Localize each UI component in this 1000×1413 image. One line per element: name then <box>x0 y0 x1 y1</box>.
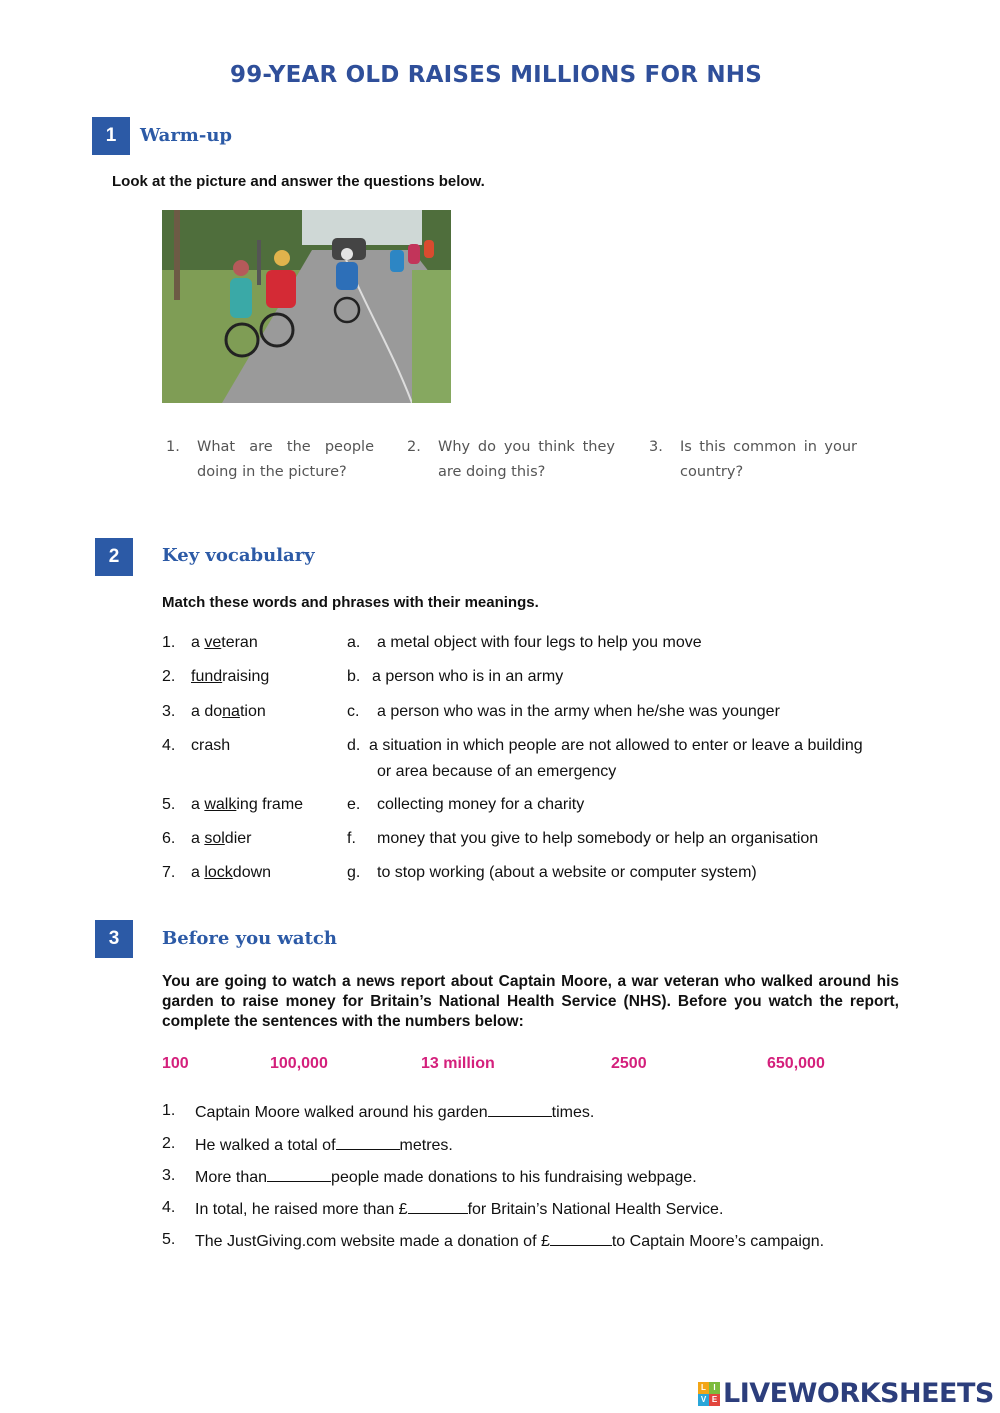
meaning-letter: c. <box>347 703 360 720</box>
meaning-letter: f. <box>347 830 356 847</box>
section-2-title: Key vocabulary <box>162 545 315 566</box>
question-number: 3. <box>649 439 663 455</box>
before-watch-paragraph: You are going to watch a news report about Captain Moore, a war veteran who walked around his garden to raise money for Britain’s National Health Service (NHS). Before you watch the report, complete the sentences with the numbers below: <box>162 973 899 1030</box>
logo-text: LIVEWORKSHEETS <box>723 1378 994 1409</box>
sentence-part: More than <box>195 1169 268 1186</box>
vocab-number: 3. <box>162 703 176 720</box>
vocab-meaning: money that you give to help somebody or help an organisation <box>377 830 819 847</box>
section-3-number: 3 <box>95 920 133 958</box>
vocab-number: 5. <box>162 796 176 813</box>
logo-mark-icon: L I V E <box>698 1382 720 1406</box>
answer-blank[interactable] <box>488 1102 552 1117</box>
vocab-word: fundraising <box>191 668 270 685</box>
question-text: Why do you think they are doing this? <box>438 439 615 480</box>
liveworksheets-logo <box>698 1378 994 1409</box>
question-text: Is this common in your country? <box>680 439 857 480</box>
sentence-part: Captain Moore walked around his garden <box>195 1104 488 1121</box>
answer-blank[interactable] <box>336 1135 400 1150</box>
vocab-meaning: a metal object with four legs to help you move <box>377 634 702 651</box>
question-number: 2. <box>407 439 421 455</box>
page-title: 99-YEAR OLD RAISES MILLIONS FOR NHS <box>229 62 762 88</box>
vocab-word: a walking frame <box>191 796 304 813</box>
section-1-title: Warm-up <box>140 125 232 146</box>
answer-blank[interactable] <box>550 1231 612 1246</box>
vocab-word: a donation <box>191 703 266 720</box>
sentence-number: 1. <box>162 1102 176 1119</box>
sentence-part: times. <box>551 1104 595 1121</box>
answer-number: 100,000 <box>270 1055 328 1072</box>
vocab-instruction: Match these words and phrases with their meanings. <box>162 594 539 611</box>
sentence-part: to Captain Moore’s campaign. <box>611 1233 825 1250</box>
vocab-number: 6. <box>162 830 176 847</box>
answer-number: 100 <box>162 1055 189 1072</box>
meaning-letter: g. <box>347 864 361 881</box>
sentence-number: 3. <box>162 1167 176 1184</box>
vocab-meaning: to stop working (about a website or computer system) <box>377 864 757 881</box>
meaning-letter: a. <box>347 634 361 651</box>
question-number: 1. <box>166 439 180 455</box>
answer-blank[interactable] <box>267 1167 331 1182</box>
meaning-letter: d. <box>347 737 361 754</box>
sentence-part: for Britain’s National Health Service. <box>467 1201 724 1218</box>
sentence-part: metres. <box>399 1137 453 1154</box>
section-2-number: 2 <box>95 538 133 576</box>
section-3-title: Before you watch <box>162 928 337 949</box>
sentence-number: 2. <box>162 1135 176 1152</box>
answer-number: 650,000 <box>767 1055 825 1072</box>
sentence-part: In total, he raised more than £ <box>195 1201 408 1218</box>
sentence-number: 5. <box>162 1231 176 1248</box>
vocab-number: 1. <box>162 634 176 651</box>
vocab-meaning-continued: or area because of an emergency <box>377 763 617 780</box>
vocab-word: a soldier <box>191 830 252 847</box>
answer-blank[interactable] <box>408 1199 468 1214</box>
cyclists-photo <box>162 210 451 403</box>
vocab-word: a lockdown <box>191 864 272 881</box>
answer-number: 2500 <box>611 1055 647 1072</box>
vocab-number: 4. <box>162 737 176 754</box>
sentence-part: The JustGiving.com website made a donation of £ <box>195 1233 550 1250</box>
meaning-letter: b. <box>347 668 361 685</box>
sentence-part: He walked a total of <box>195 1137 336 1154</box>
section-1-number: 1 <box>92 117 130 155</box>
vocab-number: 2. <box>162 668 176 685</box>
answer-number: 13 million <box>421 1055 495 1072</box>
vocab-number: 7. <box>162 864 176 881</box>
sentence-part: people made donations to his fundraising webpage. <box>331 1169 697 1186</box>
vocab-meaning: a person who is in an army <box>372 668 564 685</box>
vocab-meaning: collecting money for a charity <box>377 796 585 813</box>
warmup-instruction: Look at the picture and answer the questions below. <box>112 173 485 190</box>
vocab-meaning: a situation in which people are not allowed to enter or leave a building <box>369 737 863 754</box>
question-text: What are the people doing in the picture? <box>197 439 374 480</box>
vocab-word: crash <box>191 737 231 754</box>
vocab-meaning: a person who was in the army when he/she was younger <box>377 703 780 720</box>
meaning-letter: e. <box>347 796 361 813</box>
vocab-word: a veteran <box>191 634 258 651</box>
sentence-number: 4. <box>162 1199 176 1216</box>
